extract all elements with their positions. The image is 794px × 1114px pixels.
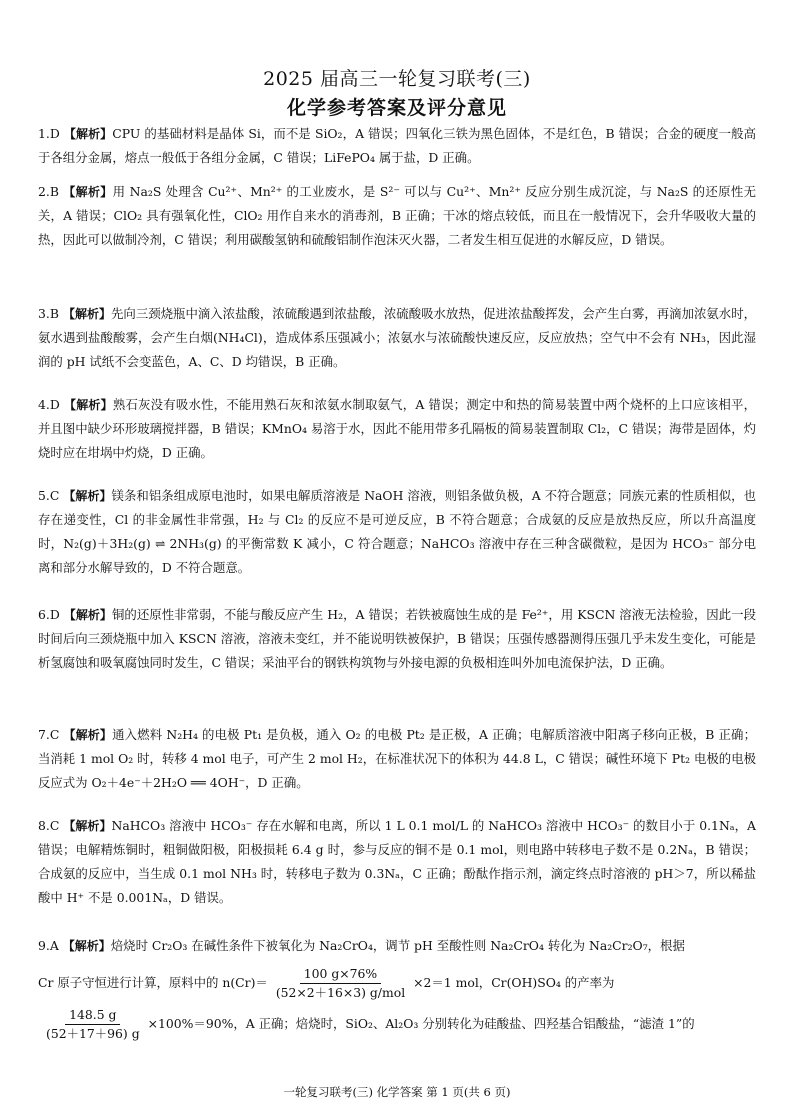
answer-number: 3.B xyxy=(38,306,59,321)
answer-number: 8.C xyxy=(38,818,60,833)
answer-item-4 xyxy=(38,393,756,465)
answer-item-6 xyxy=(38,603,756,675)
answer-item-9 xyxy=(38,934,756,1042)
fraction xyxy=(272,966,409,1001)
formula-text: ×2＝1 mol，Cr(OH)SO₄ 的产率为 xyxy=(413,975,615,990)
analysis-tag: 【解析】 xyxy=(63,398,113,412)
fraction-numerator: 148.5 g xyxy=(65,1007,120,1025)
answer-key-title: 化学参考答案及评分意见 xyxy=(286,97,507,119)
answer-text: CPU 的基础材料是晶体 Si，而不是 SiO₂，A 错误；四氧化三铁为黑色固体，不是红色，B 错误；合金的硬度一般高于各组分金属，熔点一般低于各组分金属，C 错误；LiFePO₄ 属于盐，D 正确。 xyxy=(38,126,756,165)
exam-title: 2025 届高三一轮复习联考(三) xyxy=(263,68,531,90)
answer-item-2 xyxy=(38,180,756,252)
fraction-denominator: (52＋17＋96) g xyxy=(46,1026,140,1041)
answer-text: 熟石灰没有吸水性，不能用熟石灰和浓氨水制取氨气，A 错误；测定中和热的简易装置中两个烧杯的上口应该相平，并且图中缺少环形玻璃搅拌器，B 错误；KMnO₄ 易溶于水，因此不能用带多孔隔板的简易装置制取 Cl₂，C 错误；海带是固体，灼烧时应在坩埚中灼烧，D 正确。 xyxy=(38,397,756,460)
answer-item-7 xyxy=(38,723,756,795)
answer-number: 2.B xyxy=(38,184,59,199)
answer-text: 焙烧时 Cr₂O₃ 在碱性条件下被氧化为 Na₂CrO₄，调节 pH 至酸性则 Na₂CrO₄ 转化为 Na₂Cr₂O₇，根据 xyxy=(110,938,685,953)
analysis-tag: 【解析】 xyxy=(62,307,112,321)
answer-item-3 xyxy=(38,302,756,374)
analysis-tag: 【解析】 xyxy=(63,819,112,833)
formula-text: Cr 原子守恒进行计算，原料中的 n(Cr)＝ xyxy=(38,975,268,990)
answer-item-1 xyxy=(38,122,756,170)
answer-text: NaHCO₃ 溶液中 HCO₃⁻ 存在水解和电离，所以 1 L 0.1 mol/L 的 NaHCO₃ 溶液中 HCO₃⁻ 的数目小于 0.1Nₐ，A 错误；电解精炼铜时，粗铜做阳极，阳极损耗 6.4 g 时，参与反应的铜不是 0.1 mol，则电路中转移电子数不是 0.2Nₐ，B 错误；合成氨的反应中，当生成 0.1 mol NH₃ 时，转移电子数为 0.3Nₐ，C 正确；酚酞作指示剂，滴定终点时溶液的 pH＞7，所以稀盐酸中 H⁺ 不是 0.001Nₐ，D 错误。 xyxy=(38,818,756,905)
answer-number: 1.D xyxy=(38,126,60,141)
answer-number: 7.C xyxy=(38,727,60,742)
formula-text: ×100%＝90%，A 正确；焙烧时，SiO₂、Al₂O₃ 分别转化为硅酸盐、四羟基合铝酸盐，“滤渣 1”的 xyxy=(147,1016,695,1031)
fraction xyxy=(42,1007,144,1042)
answer-text: 镁条和铝条组成原电池时，如果电解质溶液是 NaOH 溶液，则铝条做负极，A 不符合题意；同族元素的性质相似，也存在递变性，Cl 的非金属性非常强，H₂ 与 Cl₂ 的反应不是可逆反应，B 不符合题意；合成氨的反应是放热反应，所以升高温度时，N₂(g)＋3H₂(g) ⇌ 2NH₃(g) 的平衡常数 K 减小，C 符合题意；NaHCO₃ 溶液中存在三种含碳微粒，是因为 HCO₃⁻ 部分电离和部分水解导致的，D 不符合题意。 xyxy=(38,488,756,575)
analysis-tag: 【解析】 xyxy=(62,185,113,199)
answer-number: 9.A xyxy=(38,938,59,953)
answer-number: 4.D xyxy=(38,397,60,412)
answer-text: 用 Na₂S 处理含 Cu²⁺、Mn²⁺ 的工业废水，是 S²⁻ 可以与 Cu²⁺、Mn²⁺ 反应分别生成沉淀，与 Na₂S 的还原性无关，A 错误；ClO₂ 具有强氧化性，ClO₂ 用作自来水的消毒剂，B 正确；干冰的熔点较低，而且在一般情况下，会升华吸收大量的热，因此可以做制冷剂，C 错误；利用碳酸氢钠和硫酸铝制作泡沫灭火器，二者发生相互促进的水解反应，D 错误。 xyxy=(38,184,756,247)
analysis-tag: 【解析】 xyxy=(62,939,111,953)
fraction-numerator: 100 g×76% xyxy=(300,966,381,984)
answer-item-5 xyxy=(38,484,756,580)
answer-number: 6.D xyxy=(38,607,60,622)
answer-number: 5.C xyxy=(38,488,60,503)
analysis-tag: 【解析】 xyxy=(63,728,113,742)
analysis-tag: 【解析】 xyxy=(63,489,112,503)
answer-text: 先向三颈烧瓶中滴入浓盐酸，浓硫酸遇到浓盐酸，浓硫酸吸水放热，促进浓盐酸挥发，会产生白雾，再滴加浓氨水时，氨水遇到盐酸酸雾，会产生白烟(NH₄Cl)，造成体系压强减小；浓氨水与浓硫酸快速反应，反应放热；空气中不会有 NH₃，因此湿润的 pH 试纸不会变蓝色，A、C、D 均错误，B 正确。 xyxy=(38,306,756,369)
answer-text: 通入燃料 N₂H₄ 的电极 Pt₁ 是负极，通入 O₂ 的电极 Pt₂ 是正极，A 正确；电解质溶液中阳离子移向正极，B 正确；当消耗 1 mol O₂ 时，转移 4 mol 电子，可产生 2 mol H₂，在标准状况下的体积为 44.8 L，C 错误；碱性环境下 Pt₂ 电极的电极反应式为 O₂＋4e⁻＋2H₂O ══ 4OH⁻，D 正确。 xyxy=(38,727,756,790)
analysis-tag: 【解析】 xyxy=(63,608,112,622)
answer-item-8 xyxy=(38,814,756,910)
analysis-tag: 【解析】 xyxy=(63,127,113,141)
fraction-denominator: (52×2＋16×3) g/mol xyxy=(275,985,406,1000)
answer-text: 铜的还原性非常弱，不能与酸反应产生 H₂，A 错误；若铁被腐蚀生成的是 Fe²⁺，用 KSCN 溶液无法检验，因此一段时间后向三颈烧瓶中加入 KSCN 溶液，溶液未变红，并不能说明铁被保护，B 错误；压强传感器测得压强几乎未发生变化，可能是析氢腐蚀和吸氧腐蚀同时发生，C 错误；采油平台的钢铁构筑物与外接电源的负极相连叫外加电流保护法，D 正确。 xyxy=(38,607,756,670)
page-footer: 一轮复习联考(三) 化学答案 第 1 页(共 6 页) xyxy=(283,1085,511,1099)
